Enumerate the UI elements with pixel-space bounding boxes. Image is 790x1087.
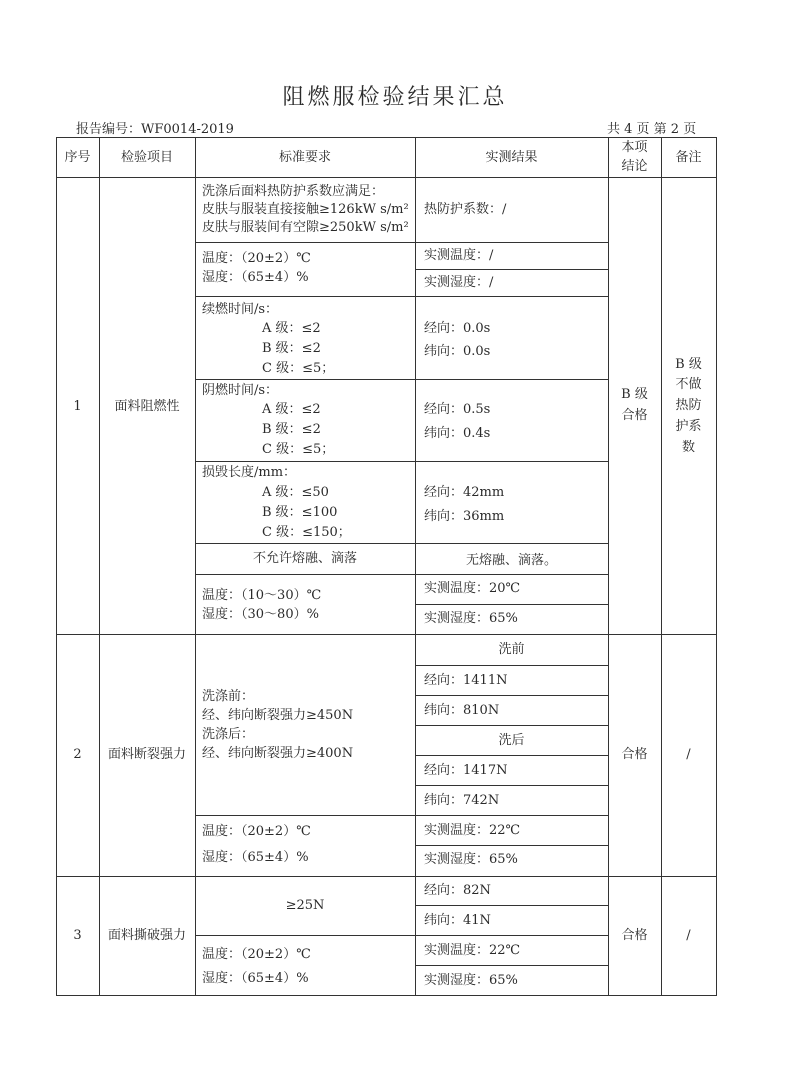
page-info: 共 4 页 第 2 页 <box>607 122 697 137</box>
row1-std-line: A 级：≤50 <box>262 485 329 500</box>
row1-res-line: 经向：0.5s <box>424 402 491 417</box>
row1-conclusion-line1: B 级 <box>621 387 648 402</box>
row1-res-line: 无熔融、滴落。 <box>465 553 557 568</box>
row1-std-line: 阴燃时间/s： <box>202 383 279 398</box>
row1-remark-line: 不做 <box>675 377 702 392</box>
header-remark: 备注 <box>675 150 702 165</box>
row1-std-line: 湿度：（30～80）% <box>202 607 319 622</box>
row1-remark-line: 数 <box>681 440 695 455</box>
row2-item: 面料断裂强力 <box>107 747 186 762</box>
row1-res-line: 实测湿度：65% <box>424 611 518 626</box>
row3-conclusion: 合格 <box>621 928 648 943</box>
row1-std-line: C 级：≤5； <box>262 361 335 376</box>
row1-std-line: C 级：≤150； <box>262 525 351 540</box>
row3-std-env: 温度：（20±2）℃ <box>202 947 311 962</box>
row2-std-line: 洗涤前： <box>202 689 255 704</box>
document-title: 阻燃服检验结果汇总 <box>282 85 508 110</box>
row1-res-line: 经向：0.0s <box>424 321 491 336</box>
row1-res-line: 经向：42mm <box>424 485 505 500</box>
row2-remark: / <box>686 747 691 762</box>
row1-std-line: B 级：≤2 <box>262 422 321 437</box>
header-item: 检验项目 <box>120 150 173 165</box>
row2-res-env: 实测湿度：65% <box>424 852 518 867</box>
row1-std-line: 皮肤与服装间有空隙≥250kW s/m² <box>202 220 409 235</box>
row1-res-line: 热防护系数：/ <box>424 202 507 217</box>
header-conclusion-line1: 本项 <box>621 140 648 155</box>
header-result: 实测结果 <box>485 150 538 165</box>
row1-std-line: 洗涤后面料热防护系数应满足： <box>202 184 385 199</box>
row3-std-line: ≥25N <box>285 898 325 913</box>
row1-std-line: 皮肤与服装直接接触≥126kW s/m² <box>202 202 409 217</box>
row2-conclusion: 合格 <box>621 747 648 762</box>
row1-conclusion-line2: 合格 <box>621 408 648 423</box>
row1-std-line: 湿度：（65±4）% <box>202 270 309 285</box>
row2-res-wash-after: 洗后 <box>498 733 525 748</box>
row3-seq: 3 <box>73 928 82 943</box>
row2-std-line: 经、纬向断裂强力≥400N <box>202 746 354 761</box>
row1-std-line: A 级：≤2 <box>262 402 321 417</box>
row1-std-line: 续燃时间/s： <box>202 302 279 317</box>
row1-res-line: 实测温度：20℃ <box>424 581 521 596</box>
row1-std-line: 不允许熔融、滴落 <box>252 551 357 566</box>
row2-res-line: 经向：1417N <box>424 763 508 778</box>
row2-seq: 2 <box>73 747 82 762</box>
row1-std-line: B 级：≤2 <box>262 341 321 356</box>
row1-seq: 1 <box>73 399 82 414</box>
row1-std-line: 温度：（10～30）℃ <box>202 588 322 603</box>
row2-std-env: 温度：（20±2）℃ <box>202 824 311 839</box>
row3-item: 面料撕破强力 <box>107 928 186 943</box>
row3-remark: / <box>686 928 691 943</box>
row1-std-line: A 级：≤2 <box>262 321 321 336</box>
row2-std-line: 洗涤后： <box>202 727 255 742</box>
row2-std-line: 经、纬向断裂强力≥450N <box>202 708 354 723</box>
row2-res-line: 纬向：742N <box>424 793 500 808</box>
row1-res-line: 实测温度：/ <box>424 248 494 263</box>
header-conclusion-line2: 结论 <box>621 159 648 174</box>
row1-res-line: 纬向：0.4s <box>424 426 491 441</box>
row1-remark-line: 护系 <box>675 419 702 434</box>
row1-res-line: 纬向：36mm <box>424 509 505 524</box>
row1-res-line: 实测湿度：/ <box>424 275 494 290</box>
row2-res-line: 纬向：810N <box>424 703 500 718</box>
row1-item: 面料阻燃性 <box>114 399 180 414</box>
row1-remark-line: 热防 <box>675 398 702 413</box>
row1-res-line: 纬向：0.0s <box>424 344 491 359</box>
row1-std-line: 温度：（20±2）℃ <box>202 251 311 266</box>
row2-res-env: 实测温度：22℃ <box>424 823 521 838</box>
row1-std-line: C 级：≤5； <box>262 442 335 457</box>
row3-res-line: 纬向：41N <box>424 913 491 928</box>
header-standard: 标准要求 <box>278 150 331 165</box>
row2-res-line: 经向：1411N <box>424 673 508 688</box>
row3-res-line: 经向：82N <box>424 883 491 898</box>
row2-res-wash-before: 洗前 <box>498 642 525 657</box>
row2-std-env: 湿度：（65±4）% <box>202 850 309 865</box>
row1-remark-line: B 级 <box>675 357 702 372</box>
row3-res-env: 实测温度：22℃ <box>424 943 521 958</box>
row3-res-env: 实测湿度：65% <box>424 973 518 988</box>
row1-std-line: 损毁长度/mm： <box>202 465 297 480</box>
header-seq: 序号 <box>64 150 91 165</box>
report-number: 报告编号：WF0014-2019 <box>76 122 234 137</box>
row1-std-line: B 级：≤100 <box>262 505 338 520</box>
row3-std-env: 湿度：（65±4）% <box>202 971 309 986</box>
